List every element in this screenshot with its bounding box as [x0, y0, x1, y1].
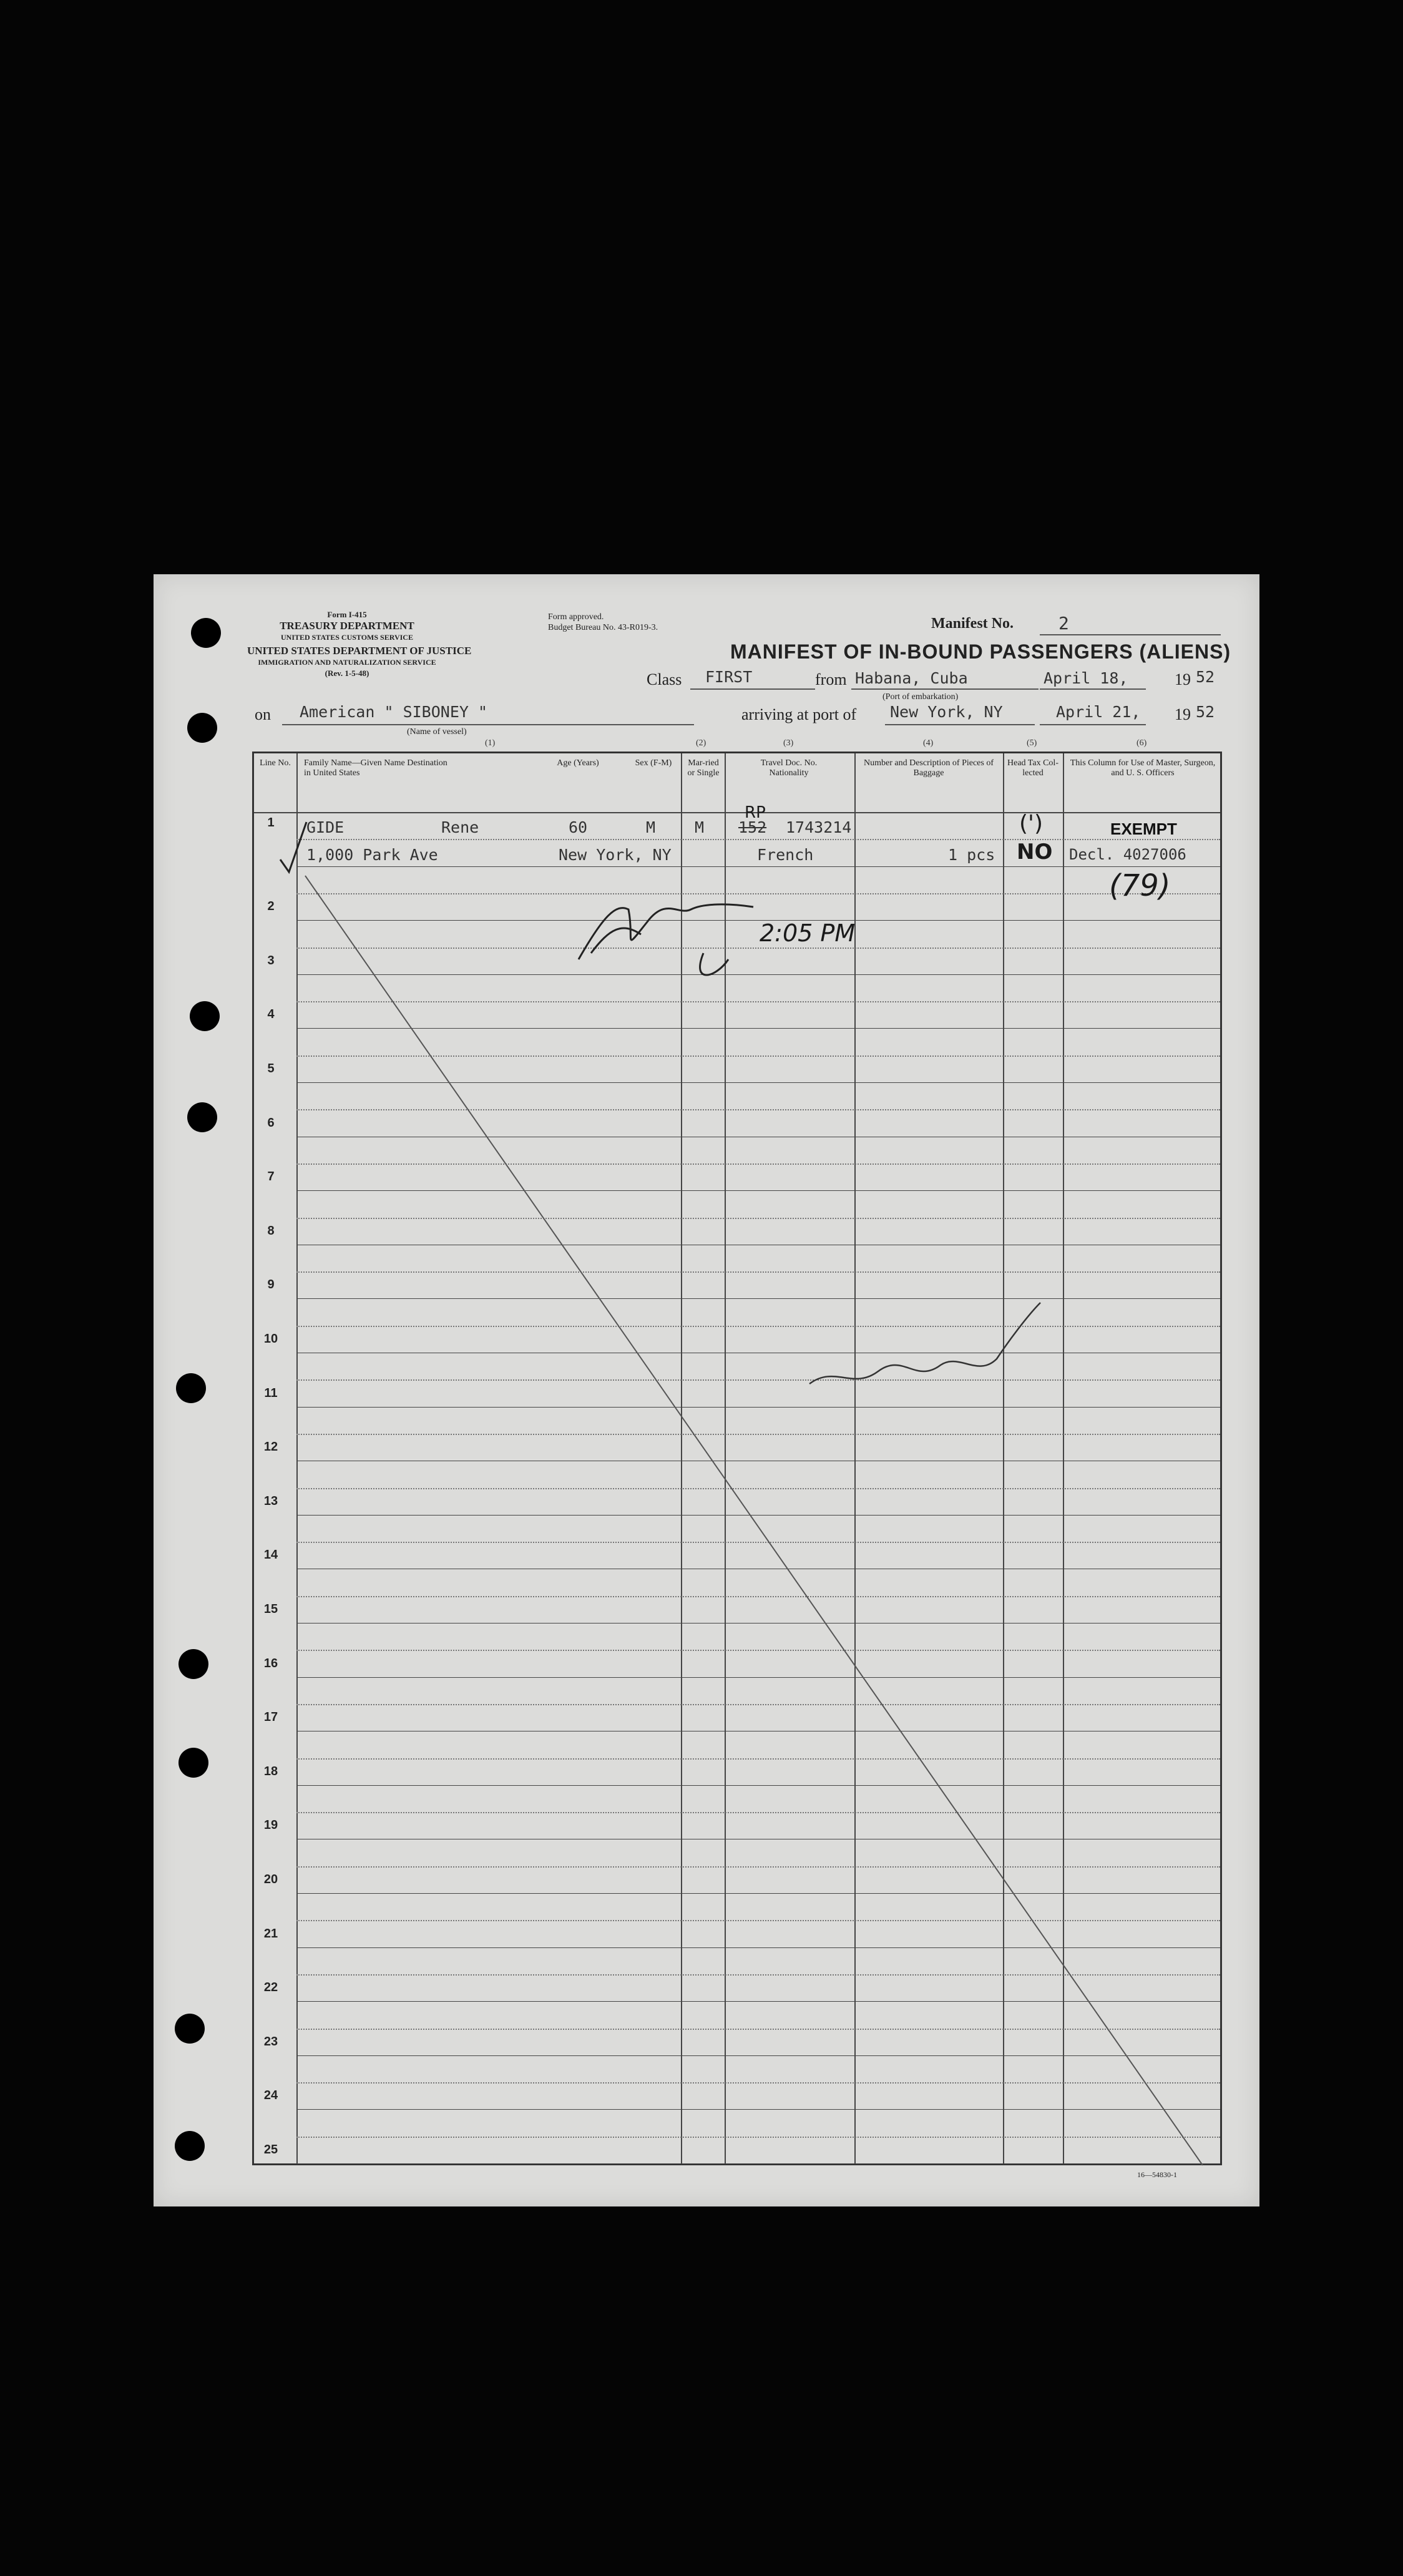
punch-hole: [187, 1102, 217, 1132]
manifest-no-line: [1040, 634, 1221, 635]
from-line: [851, 688, 1039, 690]
row1-doc-annotation: RP: [745, 803, 766, 822]
punch-hole: [176, 1373, 206, 1403]
row1-age: 60: [569, 818, 588, 836]
line-number: 6: [267, 1115, 275, 1130]
depart-date-line: [1040, 688, 1146, 690]
line-number: 11: [264, 1386, 278, 1400]
punch-hole: [178, 1649, 208, 1679]
department-block: [247, 609, 472, 679]
depart-year-prefix: 19: [1175, 670, 1191, 688]
manifest-no-value: 2: [1058, 613, 1069, 634]
line-number: 21: [263, 1926, 278, 1941]
punch-hole: [187, 713, 217, 743]
row1-sex: M: [646, 818, 656, 836]
row1-doc-struck: 152: [738, 818, 767, 836]
row1-officer-handwritten: (79): [1109, 868, 1171, 903]
class-line: [690, 688, 815, 690]
vessel-caption: (Name of vessel): [407, 727, 467, 737]
line-number: 18: [263, 1764, 278, 1778]
ins-service: IMMIGRATION AND NATURALIZATION SERVICE: [258, 658, 436, 667]
arrival-port: New York, NY: [890, 703, 1003, 721]
arriving-label: arriving at port of: [741, 705, 857, 723]
punch-hole: [175, 2014, 205, 2044]
row1-declaration: Decl. 4027006: [1069, 846, 1186, 863]
row1-destination: 1,000 Park Ave: [306, 846, 438, 864]
line-number: 7: [267, 1170, 275, 1184]
depart-year: 52: [1196, 668, 1215, 686]
colnum-5: (5): [1027, 738, 1037, 748]
row1-given-name: Rene: [441, 818, 479, 836]
colnum-4: (4): [923, 738, 934, 748]
line-number: 10: [263, 1332, 278, 1346]
manifest-no-label: Manifest No.: [931, 615, 1014, 632]
arrival-date: April 21,: [1056, 703, 1141, 721]
form-number: Form I-415: [327, 610, 367, 619]
line-number: 24: [263, 2089, 278, 2103]
from-value: Habana, Cuba: [855, 669, 968, 687]
handwritten-time: 2:05 PM: [760, 919, 856, 947]
colnum-1: (1): [485, 738, 496, 748]
revision: (Rev. 1-5-48): [325, 668, 369, 678]
form-approved: Form approved.: [548, 612, 604, 622]
port-embarkation-caption: (Port of embarkation): [882, 692, 959, 702]
depart-date: April 18,: [1044, 669, 1128, 687]
punch-hole: [175, 2131, 205, 2161]
manifest-sheet: [154, 574, 1259, 2206]
line-number: 20: [263, 1873, 278, 1887]
row1-exempt-stamp: EXEMPT: [1110, 820, 1177, 838]
header-line-no: Line No.: [260, 758, 291, 768]
line-number: 1: [267, 816, 275, 830]
arrival-port-line: [885, 724, 1035, 725]
punch-hole: [191, 618, 221, 648]
form-title: MANIFEST OF IN-BOUND PASSENGERS (ALIENS): [730, 640, 1231, 663]
vessel-line: [282, 724, 694, 725]
header-married: Mar-ried or Single: [687, 758, 720, 778]
header-officers: This Column for Use of Master, Surgeon, and U. S. Officers: [1070, 758, 1216, 778]
line-number: 13: [263, 1494, 278, 1508]
line-number: 23: [263, 2034, 278, 2049]
class-value: FIRST: [705, 668, 753, 686]
header-head-tax: Head Tax Col-lected: [1007, 758, 1058, 778]
header-name: Family Name—Given Name Destination in United States: [304, 758, 447, 778]
line-number: 25: [263, 2143, 278, 2157]
line-number: 2: [267, 899, 275, 914]
row1-head-tax: NO: [1017, 840, 1053, 864]
punch-hole: [178, 1748, 208, 1778]
signature-scribble: [579, 904, 753, 975]
header-travel-doc: Travel Doc. No. Nationality: [760, 758, 818, 778]
row1-city: New York, NY: [559, 846, 672, 864]
row1-family-name: GIDE: [306, 818, 345, 836]
line-number: 22: [263, 1981, 278, 1995]
officer-signature: [809, 1303, 1040, 1384]
vessel-name: American " SIBONEY ": [300, 703, 488, 721]
arrival-year: 52: [1196, 703, 1215, 721]
line-number: 17: [263, 1710, 278, 1725]
row1-nationality: French: [757, 846, 814, 864]
line-number: 15: [263, 1602, 278, 1617]
approval-block: [548, 612, 658, 633]
treasury-dept: TREASURY DEPARTMENT: [280, 620, 414, 632]
on-label: on: [255, 705, 271, 723]
colnum-2: (2): [696, 738, 706, 748]
class-label: Class: [647, 670, 682, 688]
header-sex: Sex (F-M): [635, 758, 672, 768]
punch-hole: [190, 1001, 220, 1031]
header-baggage: Number and Description of Pieces of Baggage: [864, 758, 994, 778]
from-label: from: [815, 670, 847, 688]
line-number: 4: [267, 1007, 275, 1022]
row1-head-tax-mark: ('): [1019, 811, 1043, 836]
line-number: 14: [263, 1548, 278, 1562]
customs-service: UNITED STATES CUSTOMS SERVICE: [281, 633, 413, 642]
header-age: Age (Years): [557, 758, 599, 768]
line-number: 5: [267, 1062, 275, 1076]
handwriting-overlay: [254, 753, 1224, 2167]
arrival-date-line: [1040, 724, 1146, 725]
line-number: 8: [267, 1223, 275, 1238]
arrival-year-prefix: 19: [1175, 705, 1191, 723]
budget-bureau: Budget Bureau No. 43-R019-3.: [548, 623, 658, 632]
colnum-6: (6): [1137, 738, 1147, 748]
row1-baggage: 1 pcs: [948, 846, 995, 864]
colnum-3: (3): [783, 738, 794, 748]
footer-code: 16—54830-1: [1137, 2170, 1177, 2179]
cancel-diagonal-line: [305, 876, 1203, 2165]
justice-dept: UNITED STATES DEPARTMENT OF JUSTICE: [247, 645, 472, 657]
row1-doc-no: 1743214: [786, 818, 852, 836]
line-number: 3: [267, 953, 275, 967]
line-number: 9: [267, 1278, 275, 1292]
passenger-table: [252, 738, 1222, 2165]
line-number: 16: [263, 1656, 278, 1670]
line-number: 12: [263, 1440, 278, 1454]
row1-marital: M: [695, 818, 705, 836]
line-number: 19: [263, 1818, 278, 1833]
check-mark-icon: [280, 822, 306, 872]
